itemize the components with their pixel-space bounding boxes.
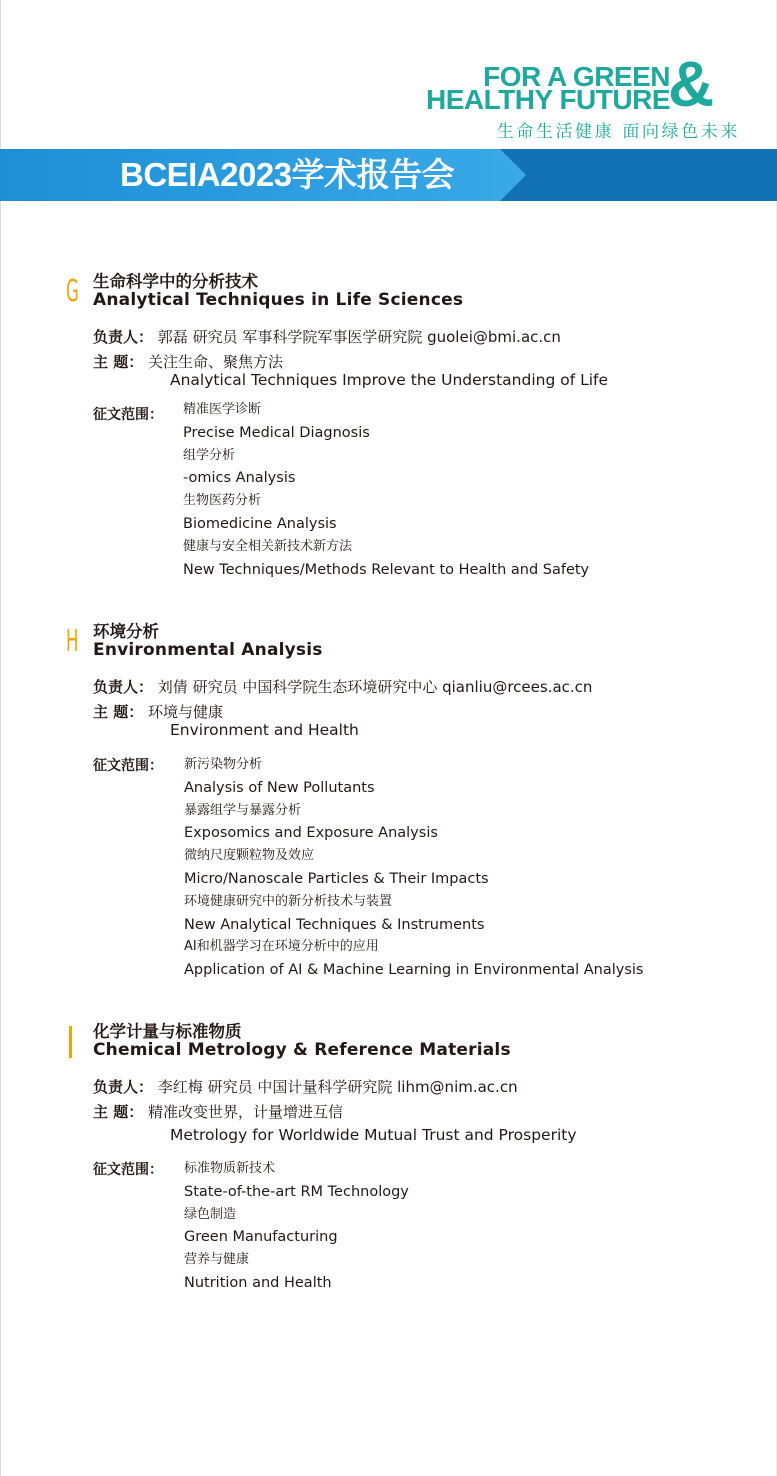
banner-title: BCEIA2023学术报告会	[120, 156, 455, 193]
scope-label: 征文范围：	[93, 407, 163, 423]
scope-item: 生物医药分析	[183, 493, 262, 509]
scope-list	[183, 399, 589, 581]
section-title-cn: 生命科学中的分析技术	[93, 272, 258, 291]
scope-item: AI和机器学习在环境分析中的应用	[184, 939, 379, 955]
scope-item: Analysis of New Pollutants	[184, 779, 375, 796]
topic-label: 主 题：	[93, 703, 144, 721]
scope-item: Nutrition and Health	[184, 1274, 332, 1291]
scope-item: 绿色制造	[184, 1206, 237, 1222]
scope-item: New Techniques/Methods Relevant to Health and Safety	[183, 561, 590, 578]
section-letter	[69, 1026, 72, 1058]
scope-item: 标准物质新技术	[184, 1161, 276, 1176]
section-title-cn: 环境分析	[93, 622, 159, 641]
scope-item: Biomedicine Analysis	[183, 515, 337, 532]
topic-row	[93, 701, 223, 722]
scope-item: 环境健康研究中的新分析技术与装置	[184, 893, 393, 909]
scope-list	[184, 754, 643, 982]
topic-label: 主 题：	[93, 1103, 144, 1121]
person-row	[93, 1076, 518, 1097]
scope-item: 微纳尺度颗粒物及效应	[184, 848, 315, 864]
slogan-line-1: FOR A GREEN	[483, 61, 670, 92]
section-title-en: Chemical Metrology & Reference Materials	[93, 1040, 511, 1060]
person-label: 负责人：	[93, 328, 154, 346]
page-edge-left	[0, 0, 1, 1476]
scope-list	[184, 1158, 409, 1295]
person-row	[93, 326, 561, 347]
person-row	[93, 676, 592, 697]
topic-en: Analytical Techniques Improve the Understanding of Life	[170, 371, 609, 389]
person-label: 负责人：	[93, 1078, 154, 1096]
slogan-ampersand: &	[668, 48, 715, 120]
scope-item: State-of-the-art RM Technology	[184, 1183, 409, 1200]
slogan	[360, 48, 760, 142]
scope-item: Micro/Nanoscale Particles & Their Impacts	[184, 870, 489, 887]
scope-item: 营养与健康	[184, 1252, 250, 1268]
scope-item: 暴露组学与暴露分析	[184, 802, 302, 818]
scope-item: 组学分析	[183, 447, 236, 463]
person-label: 负责人：	[93, 678, 154, 696]
scope-item: New Analytical Techniques & Instruments	[184, 916, 485, 933]
scope-item: -omics Analysis	[183, 470, 296, 487]
scope-item: Precise Medical Diagnosis	[183, 424, 370, 441]
scope-item: Green Manufacturing	[184, 1229, 338, 1246]
person-value: 李红梅 研究员 中国计量科学研究院 lihm@nim.ac.cn	[157, 1078, 518, 1096]
topic-row	[93, 1101, 343, 1122]
scope-item: 健康与安全相关新技术新方法	[183, 538, 353, 554]
scope-item: Exposomics and Exposure Analysis	[184, 825, 438, 842]
scope-item: 精准医学诊断	[183, 402, 262, 417]
section-title-cn: 化学计量与标准物质	[93, 1022, 242, 1041]
topic-row	[93, 351, 283, 372]
section-letter: G	[66, 274, 79, 309]
topic-en: Environment and Health	[170, 721, 359, 739]
person-value: 刘倩 研究员 中国科学院生态环境研究中心 qianliu@rcees.ac.cn	[157, 678, 593, 696]
section-title-en: Environmental Analysis	[93, 640, 323, 660]
topic-cn: 环境与健康	[148, 703, 224, 721]
topic-cn: 关注生命、聚焦方法	[148, 353, 284, 371]
topic-label: 主 题：	[93, 353, 144, 371]
scope-label: 征文范围：	[93, 758, 163, 774]
slogan-chinese: 生命生活健康 面向绿色未来	[496, 122, 740, 142]
section-letter: H	[66, 624, 79, 659]
section-title-en: Analytical Techniques in Life Sciences	[93, 290, 464, 310]
topic-en: Metrology for Worldwide Mutual Trust and Prosperity	[170, 1126, 577, 1144]
person-value: 郭磊 研究员 军事科学院军事医学研究院 guolei@bmi.ac.cn	[157, 328, 561, 346]
topic-cn: 精准改变世界，计量增进互信	[148, 1103, 344, 1121]
slogan-line-2: HEALTHY FUTURE	[426, 84, 670, 115]
scope-label: 征文范围：	[93, 1162, 163, 1178]
scope-item: 新污染物分析	[184, 757, 263, 772]
scope-item: Application of AI & Machine Learning in Environmental Analysis	[184, 962, 644, 979]
